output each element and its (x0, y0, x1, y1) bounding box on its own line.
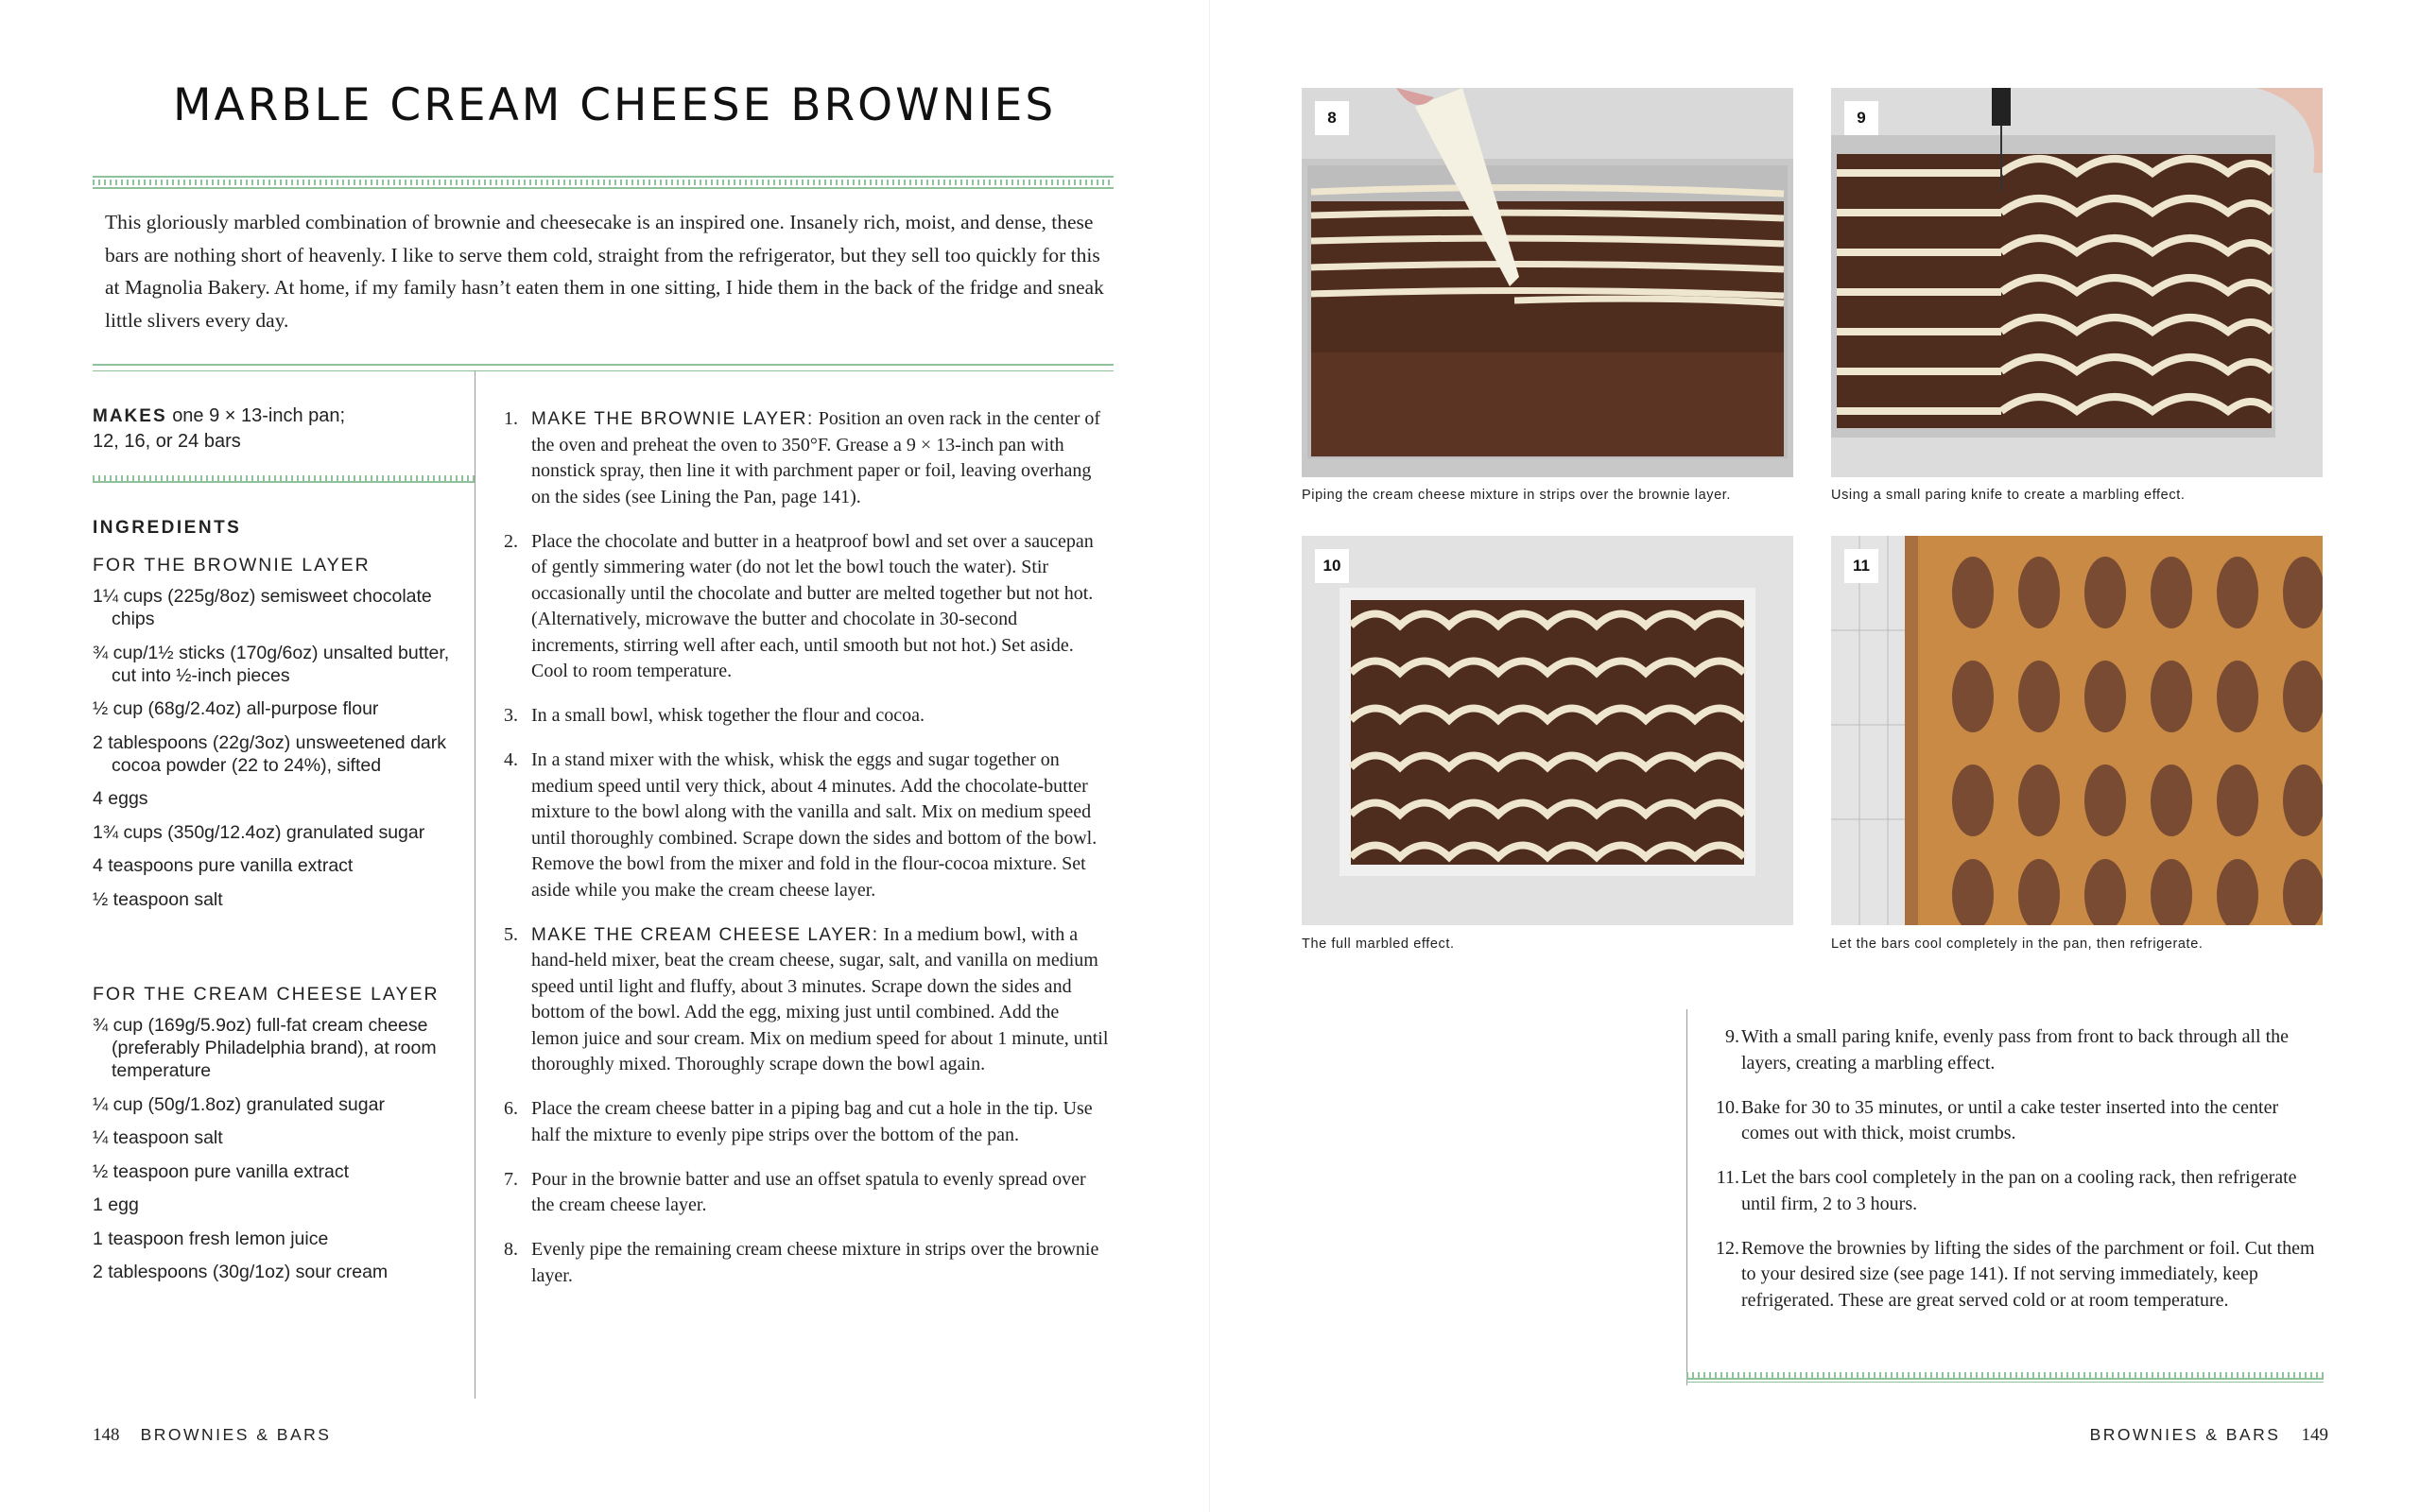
makes-divider (93, 475, 475, 483)
makes-label: MAKES (93, 406, 167, 426)
title-divider (93, 176, 1114, 189)
ingredient-item: 1¾ cups (350g/12.4oz) granulated sugar (93, 821, 425, 843)
ingredient-item: ¼ teaspoon salt (93, 1127, 223, 1148)
brownie-layer-heading: FOR THE BROWNIE LAYER (93, 555, 371, 576)
cooled-bars-image (1831, 536, 2323, 925)
page-number: 149 (2301, 1425, 2328, 1445)
ingredient-item: 2 tablespoons (22g/3oz) unsweetened dark cocoa powder (22 to 24%), sifted (93, 731, 447, 776)
photo-caption: Using a small paring knife to create a marbling effect. (1831, 488, 2186, 503)
step-item: 6. Place the cream cheese batter in a piping bag and cut a hole in the tip. Use half the mixture to evenly pipe strips over the bottom of the pan. (504, 1098, 1093, 1145)
photo-badge: 11 (1844, 549, 1878, 583)
right-column-divider (1686, 1009, 1687, 1385)
method-steps (504, 406, 1109, 1308)
ingredient-item: ¾ cup/1½ sticks (170g/6oz) unsalted butter, cut into ½-inch pieces (93, 642, 450, 686)
photo-badge: 8 (1315, 101, 1349, 135)
ingredient-item: 4 eggs (93, 788, 148, 809)
ingredient-item: 1 egg (93, 1194, 139, 1215)
ingredients-heading: INGREDIENTS (93, 518, 242, 538)
photo-caption: Piping the cream cheese mixture in strips over the brownie layer. (1302, 488, 1732, 503)
ingredient-item: ½ cup (68g/2.4oz) all-purpose flour (93, 698, 379, 719)
step-item: 3. In a small bowl, whisk together the flour and cocoa. (504, 705, 925, 726)
full-marbled-image (1302, 536, 1793, 925)
photo-badge: 10 (1315, 549, 1349, 583)
step-item: 8. Evenly pipe the remaining cream cheese mixture in strips over the brownie layer. (504, 1239, 1099, 1286)
page-number: 148 (93, 1425, 120, 1445)
ingredient-item: ½ teaspoon pure vanilla extract (93, 1160, 350, 1182)
photo-step-10 (1302, 536, 1793, 925)
ingredient-item: 1¼ cups (225g/8oz) semisweet chocolate chips (93, 586, 432, 629)
photo-step-9 (1831, 88, 2323, 477)
method-steps-continued (1711, 1024, 2316, 1332)
ingredient-item: 1 teaspoon fresh lemon juice (93, 1228, 329, 1249)
left-footer (93, 1425, 331, 1446)
photo-step-11 (1831, 536, 2323, 925)
step-item: 12. Remove the brownies by lifting the sides of the parchment or foil. Cut them to your desired size (see page 141). If not serving immediately, keep refrigerated. These are great served cold or at room temperature. (1716, 1237, 2315, 1311)
step-item: 2. Place the chocolate and butter in a heatproof bowl and set over a saucepan of gently simmering water (do not let the bowl touch the water). Stir occasionally until the chocolate and butter are melted together but not hot. (Alternatively, microwave the butter and chocolate in 30-second increments, stirring well after each, until smooth but not hot.) Set aside. Cool to room temperature. (504, 530, 1094, 681)
photo-caption: The full marbled effect. (1302, 936, 1455, 952)
makes-yield (93, 404, 471, 454)
photo-badge: 9 (1844, 101, 1878, 135)
photo-step-8 (1302, 88, 1793, 477)
intro-divider (93, 364, 1114, 366)
intro-paragraph: This gloriously marbled combination of brownie and cheesecake is an inspired one. Insanely rich, moist, and dense, these bars are nothing short of heavenly. I like to serve them cold, straight from the refrigerator, but they sell too quickly for this at Magnolia Bakery. At home, if my family hasn’t eaten them in one sitting, I hide them in the back of the fridge and sneak little slivers every day. (105, 211, 1104, 332)
step-item: 1. MAKE THE BROWNIE LAYER: Position an oven rack in the center of the oven and preheat the oven to 350°F. Grease a 9 × 13-inch pan with nonstick spray, then line it with parchment paper or foil, leaving overhang on the sides (see Lining the Pan, page 141). (504, 408, 1101, 507)
ingredient-item: ¾ cup (169g/5.9oz) full-fat cream cheese (preferably Philadelphia brand), at room temperature (93, 1015, 437, 1081)
brownie-ingredients-list (93, 585, 471, 921)
marbling-knife-image (1831, 88, 2323, 477)
step-item: 10. Bake for 30 to 35 minutes, or until a cake tester inserted into the center comes out with thick, moist crumbs. (1716, 1096, 2279, 1143)
ingredient-item: ¼ cup (50g/1.8oz) granulated sugar (93, 1093, 385, 1115)
ingredient-item: ½ teaspoon salt (93, 888, 223, 910)
makes-text-2: 12, 16, or 24 bars (93, 431, 241, 452)
recipe-title: MARBLE CREAM CHEESE BROWNIES (173, 79, 1057, 131)
step-item: 11. Let the bars cool completely in the pan on a cooling rack, then refrigerate until firm, 2 to 3 hours. (1716, 1167, 2297, 1214)
step-item: 4. In a stand mixer with the whisk, whisk the eggs and sugar together on medium speed until very thick, about 4 minutes. Add the chocolate-butter mixture to the bowl along with the vanilla and salt. Mix on medium speed until thoroughly combined. Scrape down the sides and bottom of the bowl. Remove the bowl from the mixer and fold in the flour-cocoa mixture. Set aside while you make the cream cheese layer. (504, 749, 1098, 901)
section-name: BROWNIES & BARS (140, 1425, 332, 1444)
right-bottom-divider (1686, 1372, 2324, 1385)
ingredient-item: 2 tablespoons (30g/1oz) sour cream (93, 1262, 389, 1282)
piping-strips-image (1302, 88, 1793, 477)
step-item: 5. MAKE THE CREAM CHEESE LAYER: In a medium bowl, with a hand-held mixer, beat the cream cheese, sugar, salt, and vanilla on medium speed until light and fluffy, about 3 minutes. Scrape down the sides and bottom of the bowl. Add the egg, mixing just until combined. Add the lemon juice and sour cream. Mix on medium speed for about 1 minute, until thoroughly mixed. Thoroughly scrape down the bowl again. (504, 923, 1109, 1074)
cream-cheese-layer-heading: FOR THE CREAM CHEESE LAYER (93, 984, 440, 1005)
step-item: 9. With a small paring knife, evenly pass from front to back through all the layers, creating a marbling effect. (1725, 1026, 2290, 1074)
right-footer (2090, 1425, 2328, 1446)
cream-cheese-ingredients-list (93, 1014, 471, 1295)
photo-caption: Let the bars cool completely in the pan, then refrigerate. (1831, 936, 2204, 952)
step-item: 7. Pour in the brownie batter and use an offset spatula to evenly spread over the cream cheese layer. (504, 1168, 1086, 1215)
ingredient-item: 4 teaspoons pure vanilla extract (93, 855, 354, 876)
makes-text: one 9 × 13-inch pan; (172, 405, 346, 426)
intro-divider-2 (93, 370, 1114, 371)
section-name: BROWNIES & BARS (2089, 1425, 2281, 1444)
